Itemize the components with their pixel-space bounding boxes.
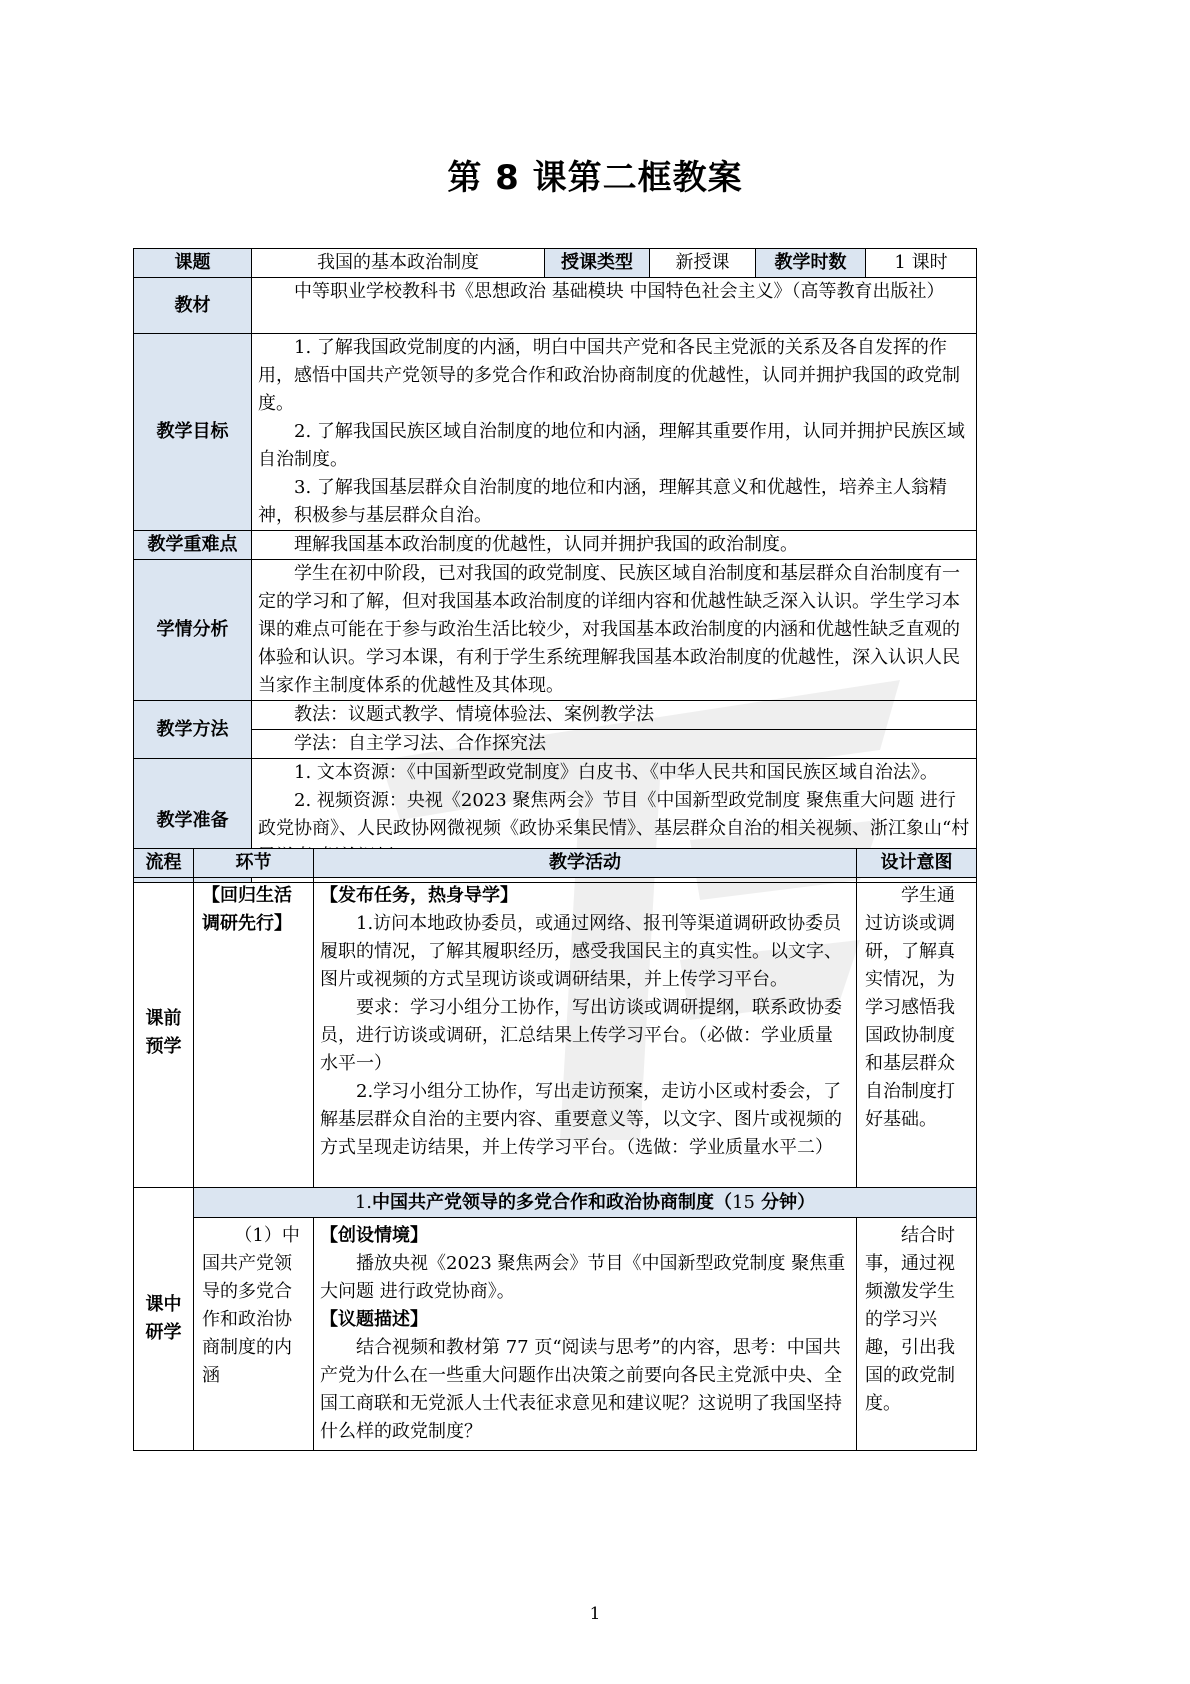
mid-section-title (194, 1188, 977, 1218)
mid-section-time-num: 15 (732, 1191, 755, 1213)
goals-label: 教学目标 (134, 334, 252, 531)
header-step: 环节 (194, 849, 314, 878)
mid-step-label: （1）中国共产党领导的多党合作和政治协商制度的内涵 (202, 1225, 300, 1386)
mid-activity (314, 1218, 857, 1451)
pre-activity-p3: 2.学习小组分工协作，写出走访预案，走访小区或村委会，了解基层群众自治的主要内容、重要意义等，以文字、图片或视频的方式呈现走访结果，并上传学习平台。（选做：学业质量水平二） (320, 1081, 842, 1158)
topic-value: 我国的基本政治制度 (252, 249, 545, 278)
pre-activity-p2: 要求：学习小组分工协作，写出访谈或调研提纲，联系政协委员，进行访谈或调研，汇总结果上传学习平台。（必做：学业质量水平一） (320, 997, 842, 1074)
mid-section-number: 1. (354, 1191, 372, 1213)
analysis-value: 学生在初中阶段，已对我国的政党制度、民族区域自治制度和基层群众自治制度有一定的学习和了解，但对我国基本政治制度的详细内容和优越性缺乏深入认识。学生学习本课的难点可能在于参与政治生活比较少，对我国基本政治制度的内涵和优越性缺乏直观的体验和认识。学习本课，有利于学生系统理解我国基本政治制度的优越性，深入认识人民当家作主制度体系的优越性及其体现。 (258, 563, 960, 696)
topic-label: 课题 (134, 249, 252, 278)
mid-process-label: 课中研学 (145, 1294, 182, 1343)
pre-process-label: 课前预学 (145, 1007, 182, 1057)
mid-tag-situation: 【创设情境】 (320, 1225, 428, 1246)
header-activity: 教学活动 (314, 849, 857, 878)
pre-activity (314, 878, 857, 1188)
page-title: 第 8 课第二框教案 (447, 158, 743, 198)
goals-list (252, 334, 977, 531)
prep-item: 2. 视频资源：央视《2023 聚焦两会》节目《中国新型政党制度 聚焦重大问题 进行政党协商》、人民政协网微视频《政协采集民情》、基层群众自治的相关视频、浙江象山“村 (258, 790, 970, 839)
mid-section-title-text: 中国共产党领导的多党合作和政治协商制度（ (372, 1191, 732, 1213)
mid-tag-question: 【议题描述】 (320, 1309, 428, 1330)
mid-question: 结合视频和教材第 77 页“阅读与思考”的内容，思考：中国共产党为什么在一些重大问题作出决策之前要向各民主党派中央、全国工商联和无党派人士代表征求意见和建议呢？这说明了我国坚持什么样的政党制度？ (320, 1337, 842, 1442)
pre-intent: 学生通过访谈或调研，了解真实情况，为学习感悟我国政协制度和基层群众自治制度打好基础。 (865, 885, 955, 1130)
mid-intent: 结合时事，通过视频激发学生的学习兴趣，引出我国的政党制度。 (865, 1225, 955, 1414)
method-learn: 学法：自主学习法、合作探究法 (294, 733, 546, 754)
textbook-value: 中等职业学校教科书《思想政治 基础模块 中国特色社会主义》（高等教育出版社） (294, 281, 945, 302)
flow-table (133, 848, 977, 1451)
analysis-label: 学情分析 (134, 560, 252, 701)
page-number: 1 (589, 1604, 601, 1624)
key-value: 理解我国基本政治制度的优越性，认同并拥护我国的政治制度。 (294, 534, 798, 555)
key-label: 教学重难点 (134, 531, 252, 560)
prep-label: 教学准备 (134, 759, 252, 883)
mid-section-time-unit: 分钟） (754, 1191, 816, 1213)
info-table (133, 248, 977, 883)
method-teach: 教法：议题式教学、情境体验法、案例教学法 (294, 704, 654, 725)
goal-item: 1. 了解我国政党制度的内涵，明白中国共产党和各民主党派的关系及各自发挥的作用，感悟中国共产党领导的多党合作和政治协商制度的优越性，认同并拥护我国的政党制度。 (258, 337, 960, 414)
pre-step-label: 【回归生活调研先行】 (202, 885, 292, 934)
prep-item: 1. 文本资源：《中国新型政党制度》白皮书、《中华人民共和国民族区域自治法》。 (294, 762, 938, 783)
hours-value: 1 课时 (866, 249, 977, 278)
goal-item: 2. 了解我国民族区域自治制度的地位和内涵，理解其重要作用，认同并拥护民族区域自治制度。 (258, 421, 965, 470)
hours-label: 教学时数 (756, 249, 866, 278)
header-process: 流程 (134, 849, 194, 878)
goal-item: 3. 了解我国基层群众自治制度的地位和内涵，理解其意义和优越性，培养主人翁精神，积极参与基层群众自治。 (258, 477, 947, 526)
pre-activity-p1: 1.访问本地政协委员，或通过网络、报刊等渠道调研政协委员履职的情况，了解其履职经历，感受我国民主的真实性。以文字、图片或视频的方式呈现访谈或调研结果，并上传学习平台。 (320, 913, 842, 990)
method-label: 教学方法 (134, 701, 252, 759)
type-value: 新授课 (650, 249, 756, 278)
mid-situation: 播放央视《2023 聚焦两会》节目《中国新型政党制度 聚焦重大问题 进行政党协商》。 (320, 1253, 846, 1302)
type-label: 授课类型 (545, 249, 650, 278)
pre-activity-title: 【发布任务，热身导学】 (320, 885, 518, 906)
textbook-label: 教材 (134, 278, 252, 334)
header-intent: 设计意图 (857, 849, 977, 878)
